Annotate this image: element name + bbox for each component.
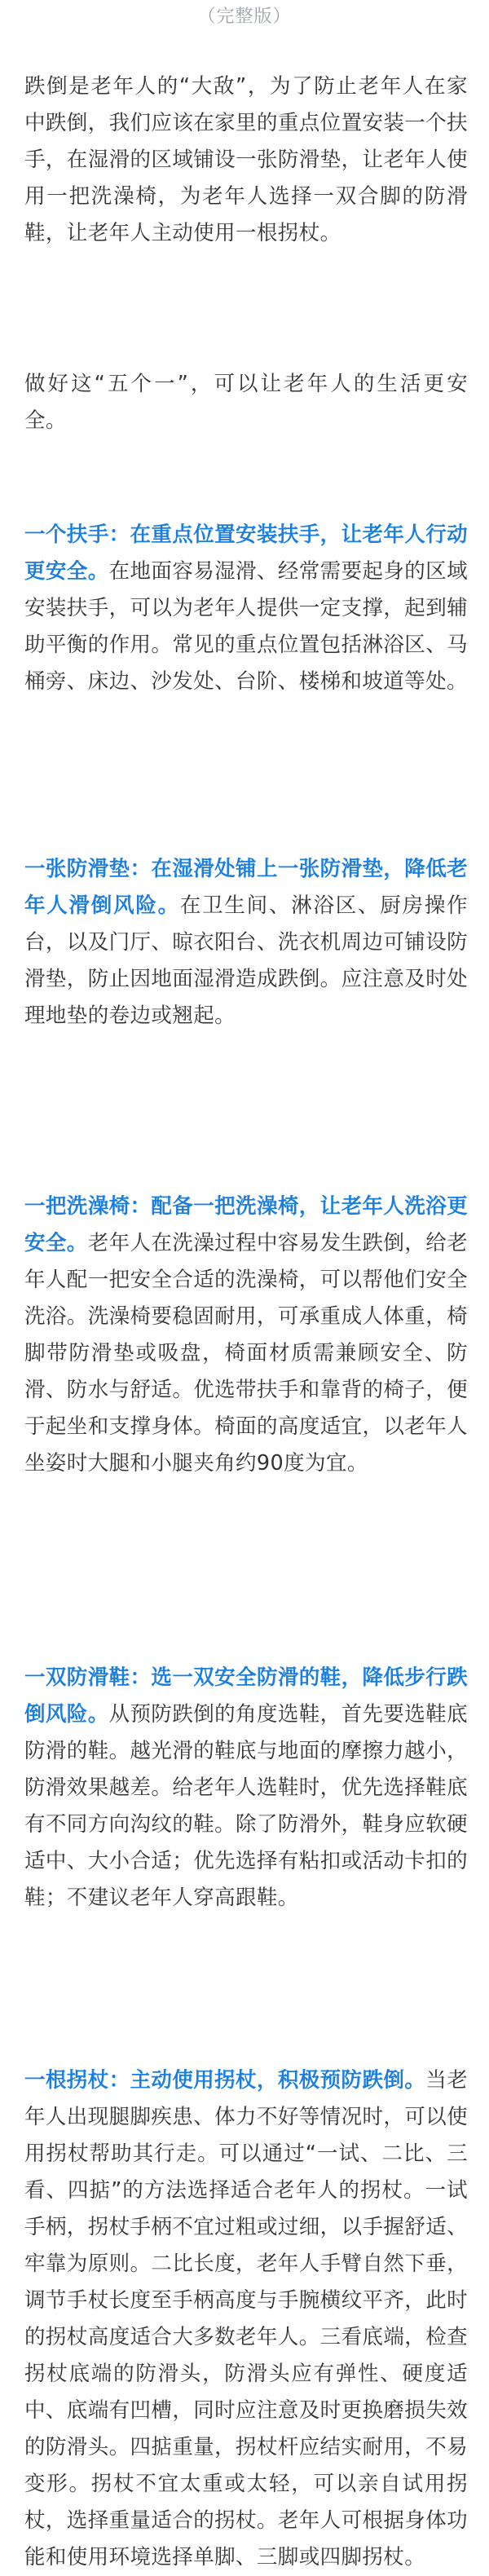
section-heading: 一张防滑垫：在湿滑处铺上一张防滑垫，降低老年人滑倒风险。	[24, 857, 468, 918]
section-antislip-shoes	[24, 1660, 468, 1917]
section-heading: 一把洗澡椅：配备一把洗澡椅，让老年人洗浴更安全。	[24, 1194, 468, 1255]
section-body: 从预防跌倒的角度选鞋，首先要选鞋底防滑的鞋。越光滑的鞋底与地面的摩擦力越小，防滑效果越差。给老年人选鞋时，优先选择鞋底有不同方向沟纹的鞋。除了防滑外，鞋身应软硬适中、大小合适；优先选择有粘扣或活动卡扣的鞋；不建议老年人穿高跟鞋。	[24, 1702, 468, 1910]
section-body: 在卫生间、淋浴区、厨房操作台，以及门厅、晾衣阳台、洗衣机周边可铺设防滑垫，防止因地面湿滑造成跌倒。应注意及时处理地垫的卷边或翘起。	[24, 893, 468, 1028]
intro-paragraph: 跌倒是老年人的“大敌”，为了防止老年人在家中跌倒，我们应该在家里的重点位置安装一个扶手，在湿滑的区域铺设一张防滑垫，让老年人使用一把洗澡椅，为老年人选择一双合脚的防滑鞋，让老年人主动使用一根拐杖。	[24, 74, 468, 245]
section-heading: 一根拐杖：主动使用拐杖，积极预防跌倒。	[24, 2068, 426, 2093]
section-heading: 一个扶手：在重点位置安装扶手，让老年人行动更安全。	[24, 523, 468, 584]
section-body: 在地面容易湿滑、经常需要起身的区域安装扶手，可以为老年人提供一定支撑，起到辅助平衡的作用。常见的重点位置包括淋浴区、马桶旁、床边、沙发处、台阶、楼梯和坡道等处。	[24, 559, 468, 694]
section-body: 当老年人出现腿脚疾患、体力不好等情况时，可以使用拐杖帮助其行走。可以通过“一试、二比、三看、四掂”的方法选择适合老年人的拐杖。一试手柄，拐杖手柄不宜过粗或过细，以手握舒适、牢靠为原则。二比长度，老年人手臂自然下垂，调节手杖长度至手柄高度与手腕横纹平齐，此时的拐杖高度适合大多数老年人。三看底端，检查拐杖底端的防滑头，防滑头应有弹性、硬度适中、底端有凹槽，同时应注意及时更换磨损失效的防滑头。四掂重量，拐杖杆应结实耐用，不易变形。拐杖不宜太重或太轻，可以亲自试用拐杖，选择重量适合的拐杖。老年人可根据身体功能和使用环境选择单脚、三脚或四脚拐杖。	[24, 2068, 468, 2569]
section-handrail	[24, 517, 468, 700]
section-heading: 一双防滑鞋：选一双安全防滑的鞋，降低步行跌倒风险。	[24, 1665, 468, 1727]
version-label: （完整版）	[197, 7, 292, 27]
section-antislip-mat	[24, 851, 468, 1034]
section-cane	[24, 2062, 468, 2576]
section-shower-chair	[24, 1189, 468, 1482]
section-body: 老年人在洗澡过程中容易发生跌倒，给老年人配一把安全合适的洗澡椅，可以帮他们安全洗浴。洗澡椅要稳固耐用，可承重成人体重，椅脚带防滑垫或吸盘，椅面材质需兼顾安全、防滑、防水与舒适。优选带扶手和靠背的椅子，便于起坐和支撑身体。椅面的高度适宜，以老年人坐姿时大腿和小腿夹角约90度为宜。	[24, 1231, 468, 1475]
summary-paragraph: 做好这“五个一”，可以让老年人的生活更安全。	[24, 372, 468, 433]
